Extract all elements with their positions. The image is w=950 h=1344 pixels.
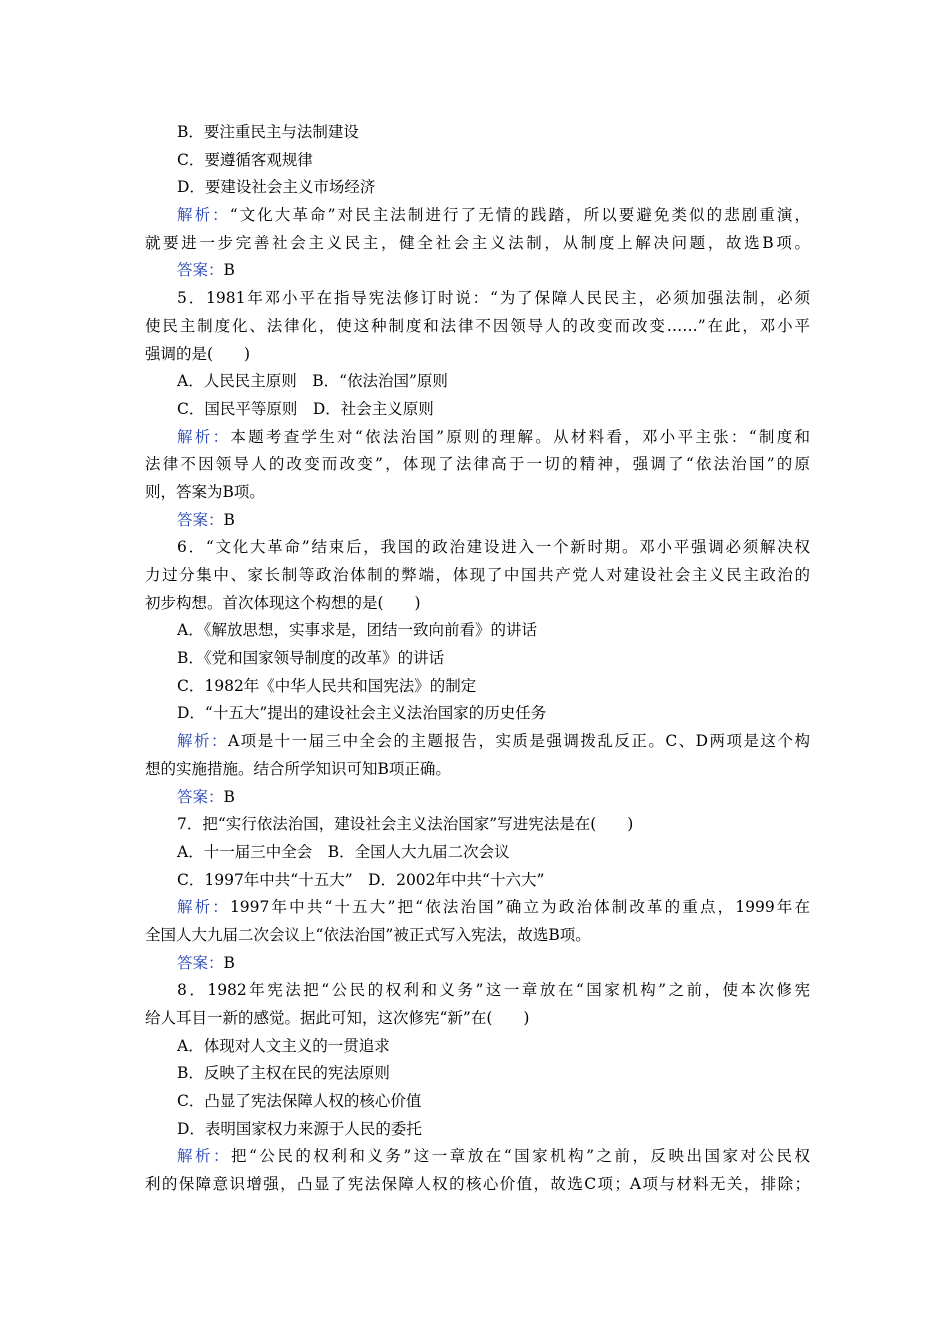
analysis-line bbox=[145, 424, 810, 452]
document-body bbox=[145, 119, 810, 1199]
analysis-line bbox=[145, 451, 810, 479]
analysis-text: 全国人大九届二次会议上“依法治国”被正式写入宪法，故选B项。 bbox=[145, 925, 591, 944]
answer-label: 答案： bbox=[177, 261, 224, 280]
option-line bbox=[145, 617, 810, 645]
analysis-label: 解析： bbox=[177, 206, 230, 225]
question-line bbox=[145, 285, 810, 313]
analysis-line bbox=[145, 728, 810, 756]
analysis-line bbox=[145, 1143, 810, 1171]
option-text: C．1982年《中华人民共和国宪法》的制定 bbox=[177, 676, 477, 695]
option-line bbox=[145, 700, 810, 728]
option-text: C．国民平等原则 D．社会主义原则 bbox=[177, 399, 434, 418]
answer-value: B bbox=[223, 953, 235, 972]
question-text: 8．1982年宪法把“公民的权利和义务”这一章放在“国家机构”之前，使本次修宪 bbox=[177, 981, 810, 1000]
option-line bbox=[145, 839, 810, 867]
question-text: 使民主制度化、法律化，使这种制度和法律不因领导人的改变而改变……”在此，邓小平 bbox=[145, 316, 810, 335]
option-line bbox=[145, 645, 810, 673]
analysis-text: A项是十一届三中全会的主题报告，实质是强调拨乱反正。C、D两项是这个构 bbox=[227, 732, 810, 751]
question-text: 5．1981年邓小平在指导宪法修订时说：“为了保障人民民主，必须加强法制，必须 bbox=[177, 289, 810, 308]
question-line bbox=[145, 562, 810, 590]
option-line bbox=[145, 119, 810, 147]
answer-value: B bbox=[223, 510, 235, 529]
option-line bbox=[145, 867, 810, 895]
option-text: A．《解放思想，实事求是，团结一致向前看》的讲话 bbox=[177, 621, 537, 640]
question-line bbox=[145, 313, 810, 341]
analysis-text: 利的保障意识增强，凸显了宪法保障人权的核心价值，故选C项；A项与材料无关，排除； bbox=[145, 1175, 810, 1194]
option-line bbox=[145, 147, 810, 175]
option-text: B．要注重民主与法制建设 bbox=[177, 123, 359, 141]
answer-label: 答案： bbox=[177, 510, 224, 529]
analysis-text: 就要进一步完善社会主义民主，健全社会主义法制，从制度上解决问题，故选B项。 bbox=[145, 233, 810, 252]
analysis-line bbox=[145, 922, 810, 950]
option-text: B．反映了主权在民的宪法原则 bbox=[177, 1064, 390, 1083]
question-line bbox=[145, 1005, 810, 1033]
option-text: B．《党和国家领导制度的改革》的讲话 bbox=[177, 649, 445, 668]
option-line bbox=[145, 673, 810, 701]
analysis-line bbox=[145, 202, 810, 230]
answer-value: B bbox=[223, 261, 235, 280]
option-text: C．1997年中共“十五大” D．2002年中共“十六大” bbox=[177, 870, 545, 889]
answer-line bbox=[145, 257, 810, 285]
question-text: 力过分集中、家长制等政治体制的弊端，体现了中国共产党人对建设社会主义民主政治的 bbox=[145, 566, 810, 584]
answer-value: B bbox=[223, 787, 235, 806]
option-text: A．体现对人文主义的一贯追求 bbox=[177, 1036, 390, 1055]
question-text: 强调的是( ) bbox=[145, 344, 251, 363]
analysis-label: 解析： bbox=[177, 427, 231, 446]
answer-line bbox=[145, 784, 810, 812]
analysis-text: 想的实施措施。结合所学知识可知B项正确。 bbox=[145, 759, 451, 778]
analysis-text: 本题考查学生对“依法治国”原则的理解。从材料看，邓小平主张：“制度和 bbox=[230, 427, 810, 446]
analysis-line bbox=[145, 479, 810, 507]
option-line bbox=[145, 1088, 810, 1116]
answer-line bbox=[145, 950, 810, 978]
question-line bbox=[145, 977, 810, 1005]
analysis-line bbox=[145, 756, 810, 784]
question-line bbox=[145, 534, 810, 562]
option-line bbox=[145, 174, 810, 202]
analysis-text: 法律不因领导人的改变而改变”，体现了法律高于一切的精神，强调了“依法治国”的原 bbox=[145, 455, 810, 474]
analysis-text: 则，答案为B项。 bbox=[145, 482, 265, 501]
option-line bbox=[145, 1116, 810, 1144]
option-text: D．“十五大”提出的建设社会主义法治国家的历史任务 bbox=[177, 704, 547, 723]
option-text: A．十一届三中全会 B．全国人大九届二次会议 bbox=[177, 842, 510, 861]
analysis-line bbox=[145, 894, 810, 922]
analysis-label: 解析： bbox=[177, 732, 228, 751]
option-text: D．表明国家权力来源于人民的委托 bbox=[177, 1119, 422, 1138]
question-text: 6．“文化大革命”结束后，我国的政治建设进入一个新时期。邓小平强调必须解决权 bbox=[177, 538, 810, 557]
answer-label: 答案： bbox=[177, 953, 224, 972]
analysis-label: 解析： bbox=[177, 898, 230, 917]
question-line bbox=[145, 590, 810, 618]
answer-label: 答案： bbox=[177, 787, 224, 806]
question-text: 初步构想。首次体现这个构想的是( ) bbox=[145, 593, 421, 612]
option-text: A．人民民主原则 B．“依法治国”原则 bbox=[177, 372, 448, 391]
option-text: D．要建设社会主义市场经济 bbox=[177, 178, 376, 197]
option-line bbox=[145, 396, 810, 424]
analysis-text: 1997年中共“十五大”把“依法治国”确立为政治体制改革的重点，1999年在 bbox=[229, 898, 810, 917]
analysis-text: “文化大革命”对民主法制进行了无情的践踏，所以要避免类似的悲剧重演， bbox=[229, 206, 810, 225]
option-text: C．要遵循客观规律 bbox=[177, 150, 313, 169]
option-line bbox=[145, 1060, 810, 1088]
option-line bbox=[145, 368, 810, 396]
question-line bbox=[145, 811, 810, 839]
analysis-text: 把“公民的权利和义务”这一章放在“国家机构”之前，反映出国家对公民权 bbox=[230, 1147, 810, 1166]
analysis-line bbox=[145, 1171, 810, 1199]
question-text: 给人耳目一新的感觉。据此可知，这次修宪“新”在( ) bbox=[145, 1009, 530, 1027]
question-line bbox=[145, 341, 810, 369]
question-text: 7．把“实行依法治国，建设社会主义法治国家”写进宪法是在( ) bbox=[177, 815, 634, 834]
answer-line bbox=[145, 507, 810, 535]
option-line bbox=[145, 1033, 810, 1061]
option-text: C．凸显了宪法保障人权的核心价值 bbox=[177, 1092, 422, 1111]
analysis-label: 解析： bbox=[177, 1147, 231, 1166]
analysis-line bbox=[145, 230, 810, 258]
